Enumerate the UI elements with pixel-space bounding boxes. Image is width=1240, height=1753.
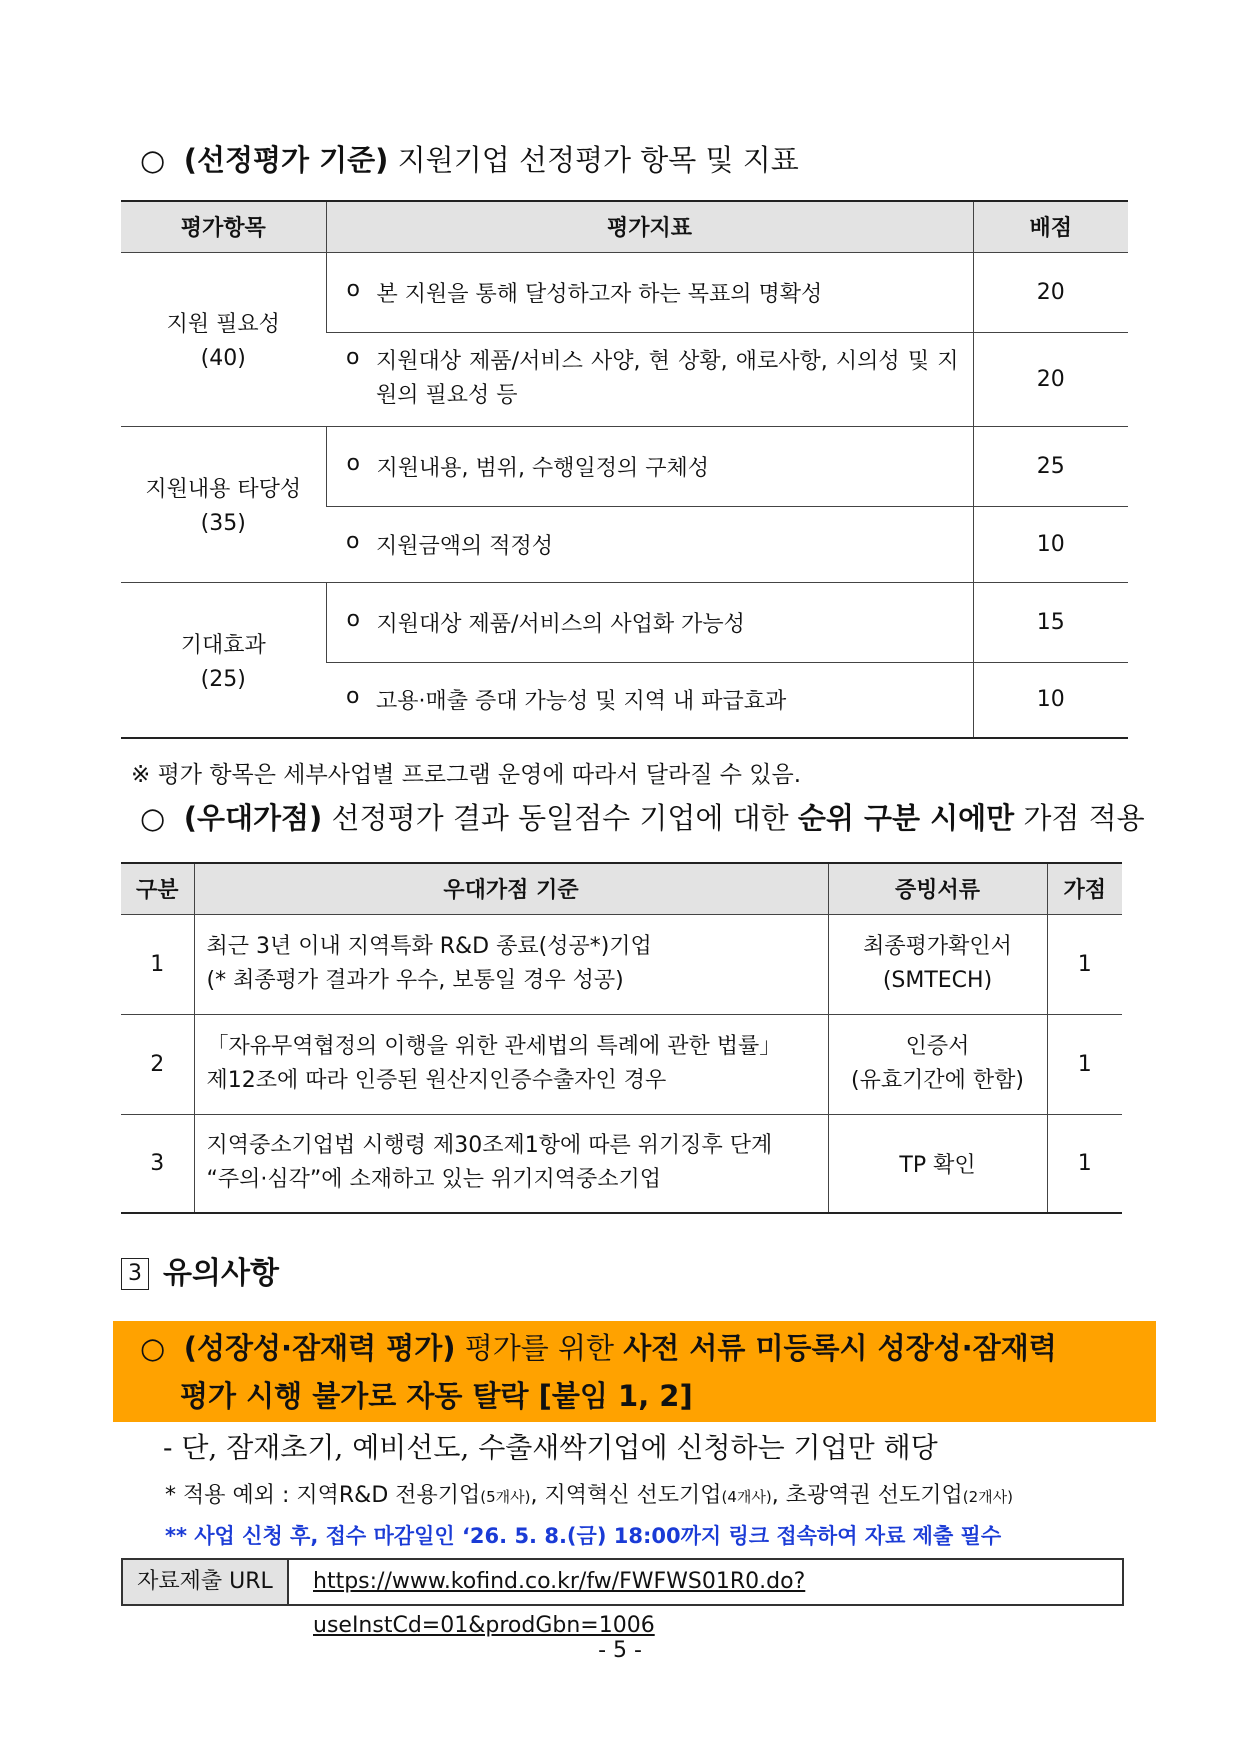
criterion-line: “주의·심각”에 소재하고 있는 위기지역중소기업 — [206, 1167, 662, 1193]
heading-text: 선정평가 결과 동일점수 기업에 대한 — [331, 801, 789, 835]
evaluation-indicator — [326, 506, 973, 582]
section-3-title — [121, 1254, 279, 1294]
evaluation-indicator — [326, 332, 973, 426]
applicable-companies-note: - 단, 잠재초기, 예비선도, 수출새싹기업에 신청하는 기업만 해당 — [163, 1431, 938, 1464]
deadline-note: ** 사업 신청 후, 접수 마감일인 ‘26. 5. 8.(금) 18:00까지 링크 접속하여 자료 제출 필수 — [165, 1524, 1002, 1548]
heading-text: 지원기업 선정평가 항목 및 지표 — [397, 143, 799, 177]
bonus-points: 1 — [1047, 1014, 1122, 1114]
category-score: (40) — [200, 346, 246, 371]
category-score: (35) — [200, 511, 246, 536]
indicator-points: 20 — [973, 332, 1128, 426]
document-line: TP 확인 — [899, 1152, 976, 1178]
indicator-points: 15 — [973, 582, 1128, 662]
exception-text: * 적용 예외 : 지역R&D 전용기업 — [165, 1483, 481, 1508]
bullet: ○ — [140, 143, 166, 177]
table-header: 평가항목 — [121, 201, 326, 252]
criterion-line: 제12조에 따라 인증된 원산지인증수출자인 경우 — [206, 1068, 667, 1093]
table-header: 배점 — [973, 201, 1128, 252]
document-line: 인증서 — [905, 1034, 970, 1059]
bonus-points-table — [121, 862, 1122, 1214]
indicator-points: 10 — [973, 662, 1128, 738]
submission-url-link[interactable]: https://www.kofind.co.kr/fw/FWFWS01R0.do?useInstCd=01&prodGbn=1006 — [313, 1569, 806, 1638]
section-number-box: 3 — [121, 1258, 149, 1290]
evaluation-indicator — [326, 426, 973, 506]
criterion-line: (* 최종평가 결과가 우수, 보통일 경우 성공) — [206, 968, 624, 993]
item-bullet: o — [346, 276, 360, 302]
criterion-line: 최근 3년 이내 지역특화 R&D 종료(성공*)기업 — [206, 934, 652, 959]
item-bullet: o — [346, 528, 360, 554]
section-heading-bonus-points — [140, 800, 1145, 836]
item-bullet: o — [346, 606, 360, 632]
table-header: 구분 — [121, 863, 194, 914]
heading-bold-label: (선정평가 기준) — [183, 143, 389, 177]
category-score: (25) — [200, 666, 246, 692]
criterion-line: 지역중소기업법 시행령 제30조제1항에 따른 위기징후 단계 — [206, 1133, 773, 1159]
evaluation-category — [121, 426, 326, 582]
proof-document — [828, 914, 1047, 1014]
category-name: 지원 필요성 — [166, 312, 280, 337]
proof-document — [828, 1014, 1047, 1114]
exception-text: , 초광역권 선도기업 — [771, 1483, 963, 1508]
bullet: ○ — [140, 801, 166, 835]
document-line: (유효기간에 한함) — [851, 1068, 1024, 1093]
evaluation-indicator — [326, 662, 973, 738]
indicator-text: 본 지원을 통해 달성하고자 하는 목표의 명확성 — [376, 281, 823, 307]
row-number: 2 — [121, 1014, 194, 1114]
evaluation-indicator — [326, 252, 973, 332]
indicator-text: 고용·매출 증대 가능성 및 지역 내 파급효과 — [376, 689, 787, 715]
indicator-points: 25 — [973, 426, 1128, 506]
highlight-emphasis-line2: 평가 시행 불가로 자동 탈락 [붙임 1, 2] — [180, 1379, 693, 1413]
bonus-points: 1 — [1047, 1114, 1122, 1213]
category-name: 지원내용 타당성 — [145, 477, 302, 502]
exception-note — [165, 1480, 1013, 1513]
bullet: ○ — [140, 1331, 166, 1365]
item-bullet: o — [346, 450, 360, 476]
indicator-text: 지원금액의 적정성 — [376, 533, 554, 559]
row-number: 1 — [121, 914, 194, 1014]
exception-count: (5개사) — [480, 1488, 531, 1506]
exception-count: (2개사) — [962, 1488, 1013, 1506]
highlight-bold-label: (성장성·잠재력 평가) — [183, 1331, 456, 1365]
section-title-text: 유의사항 — [163, 1256, 279, 1291]
bonus-points: 1 — [1047, 914, 1122, 1014]
evaluation-category — [121, 582, 326, 738]
indicator-text: 지원대상 제품/서비스 사양, 현 상황, 애로사항, 시의성 및 지원의 필요성 등 — [376, 349, 959, 408]
row-number: 3 — [121, 1114, 194, 1213]
category-name: 기대효과 — [180, 632, 266, 658]
bonus-criterion — [194, 1114, 828, 1213]
indicator-text: 지원내용, 범위, 수행일정의 구체성 — [376, 455, 709, 481]
bonus-criterion — [194, 914, 828, 1014]
highlight-text: 평가를 위한 — [464, 1331, 614, 1365]
table-header: 가점 — [1047, 863, 1122, 914]
section-heading-selection-criteria — [140, 142, 799, 178]
evaluation-indicator — [326, 582, 973, 662]
evaluation-category — [121, 252, 326, 426]
page-number: - 5 - — [598, 1638, 642, 1663]
document-line: 최종평가확인서 — [863, 934, 1012, 959]
heading-emphasis: 순위 구분 시에만 — [797, 801, 1015, 835]
bonus-criterion — [194, 1014, 828, 1114]
table-header: 우대가점 기준 — [194, 863, 828, 914]
indicator-points: 20 — [973, 252, 1128, 332]
table-header: 증빙서류 — [828, 863, 1047, 914]
highlight-emphasis: 사전 서류 미등록시 성장성·잠재력 — [623, 1331, 1057, 1365]
exception-text: , 지역혁신 선도기업 — [530, 1483, 722, 1508]
submission-url-box — [121, 1558, 1124, 1638]
highlight-notice — [113, 1321, 1156, 1422]
table-header: 평가지표 — [326, 201, 973, 252]
url-label: 자료제출 URL — [123, 1560, 289, 1604]
document-line: (SMTECH) — [882, 968, 993, 993]
evaluation-criteria-table — [121, 200, 1128, 739]
heading-text: 가점 적용 — [1023, 801, 1145, 835]
proof-document — [828, 1114, 1047, 1213]
item-bullet: o — [346, 684, 360, 710]
item-bullet: o — [346, 345, 360, 370]
criterion-line: 「자유무역협정의 이행을 위한 관세법의 특례에 관한 법률」 — [206, 1034, 782, 1059]
indicator-points: 10 — [973, 506, 1128, 582]
exception-count: (4개사) — [721, 1488, 772, 1506]
evaluation-note: ※ 평가 항목은 세부사업별 프로그램 운영에 따라서 달라질 수 있음. — [131, 762, 802, 788]
indicator-text: 지원대상 제품/서비스의 사업화 가능성 — [376, 611, 745, 637]
heading-bold-label: (우대가점) — [183, 801, 323, 835]
